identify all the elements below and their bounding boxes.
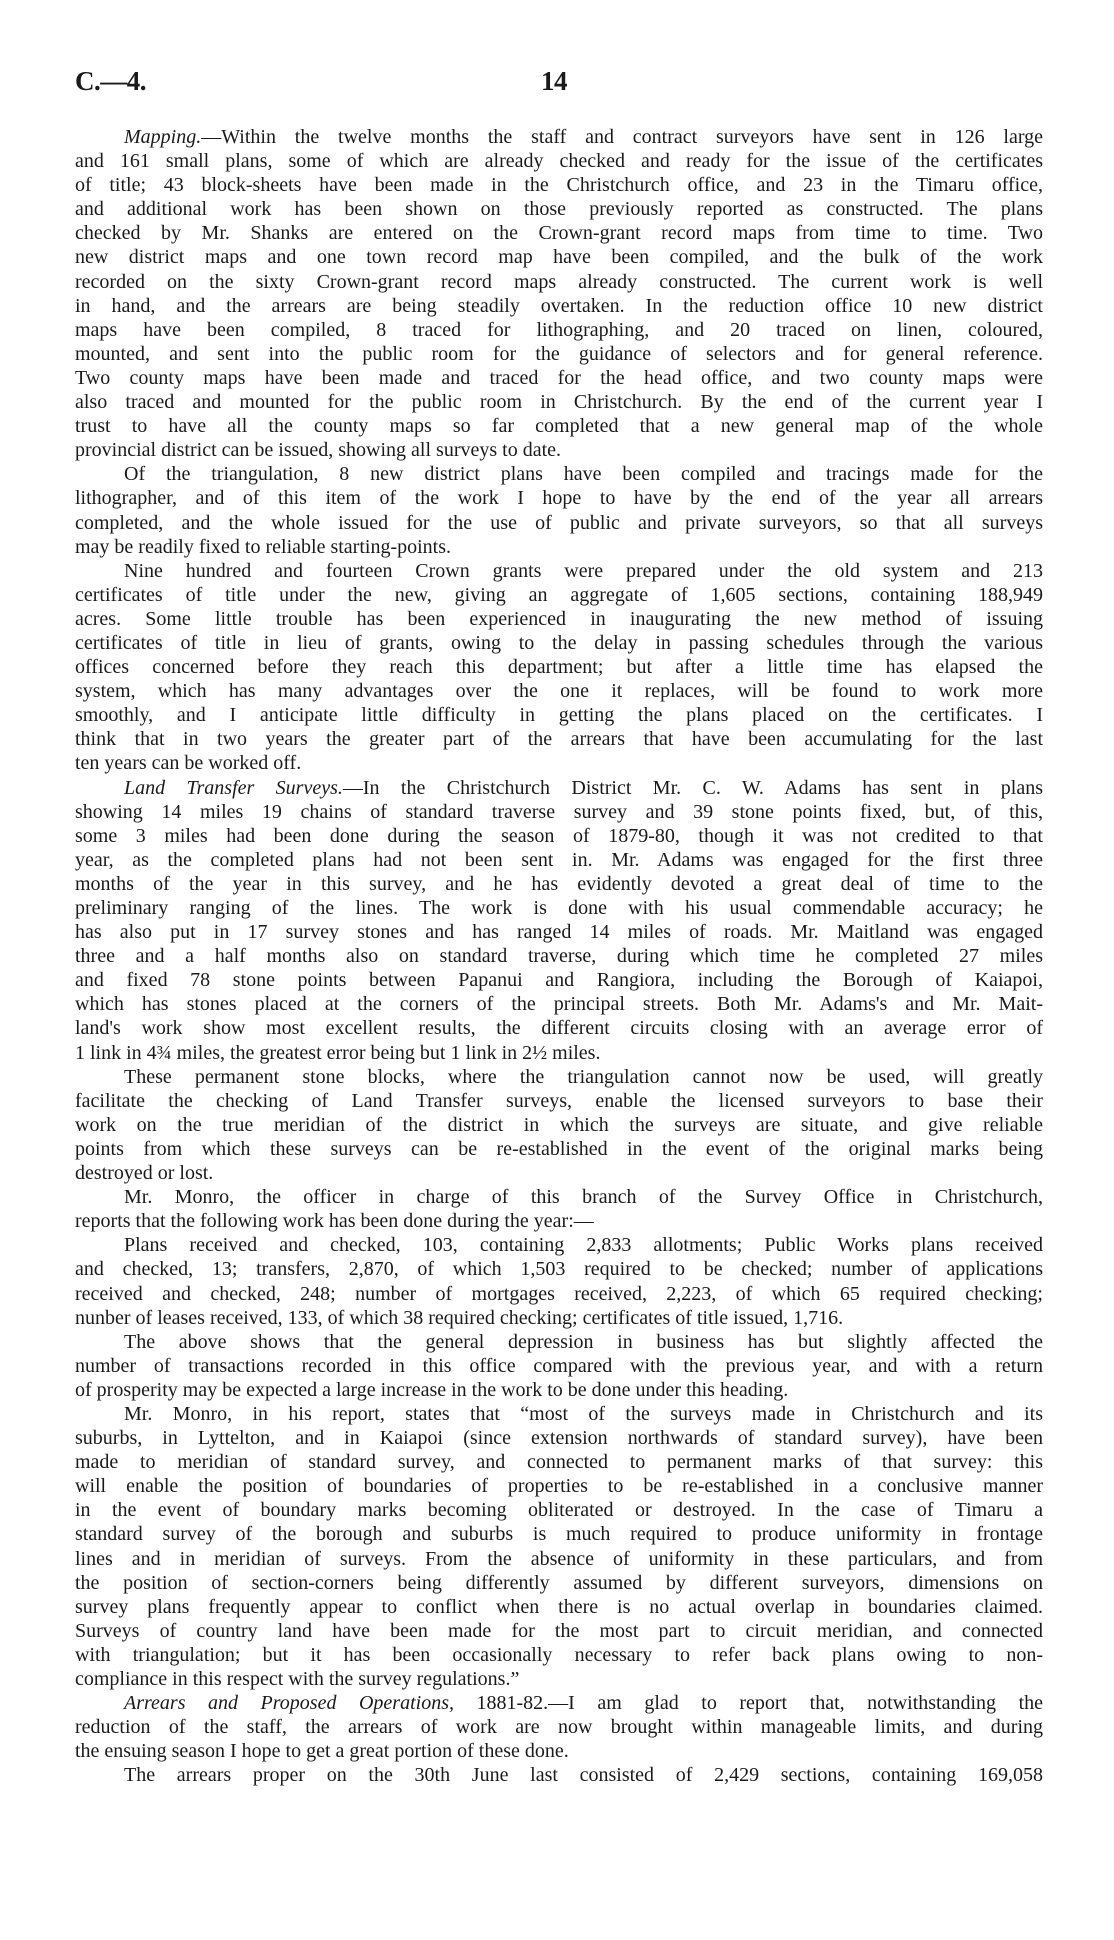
line-text: think that in two years the greater part of the arrears that have been accumulating for the last: [75, 728, 1043, 751]
text-line: [75, 1065, 1043, 1089]
line-text: compliance in this respect with the survey regulations.”: [75, 1668, 520, 1690]
paragraph: [75, 776, 1043, 1065]
paragraph: [75, 1691, 1043, 1763]
text-line: [75, 703, 1043, 727]
text-line: [75, 535, 1043, 559]
line-text: and 161 small plans, some of which are already checked and ready for the issue of the certificates: [75, 150, 1043, 173]
line-text: Two county maps have been made and traced for the head office, and two county maps were: [75, 366, 1043, 389]
text-line: [75, 1619, 1043, 1643]
line-text: The above shows that the general depression in business has but slightly affected the: [124, 1330, 1043, 1353]
text-line: [75, 751, 1043, 775]
text-line: [75, 342, 1043, 366]
line-text: may be readily fixed to reliable starting-points.: [75, 535, 451, 558]
text-line: [75, 366, 1043, 390]
line-text: three and a half months also on standard traverse, during which time he completed 27 miles: [75, 945, 1043, 968]
line-text: 1 link in 4¾ miles, the greatest error being but 1 link in 2½ miles.: [75, 1041, 601, 1064]
paragraph: [75, 125, 1043, 462]
text-line: [75, 294, 1043, 318]
line-text: certificates of title in lieu of grants, owing to the delay in passing schedules through the various: [75, 631, 1043, 654]
text-line: [75, 1330, 1043, 1354]
text-line: [75, 896, 1043, 920]
text-line: [75, 679, 1043, 703]
line-text: offices concerned before they reach this department; but after a little time has elapsed the: [75, 656, 1043, 679]
text-line: [75, 1257, 1043, 1281]
line-text: survey plans frequently appear to conflict when there is no actual overlap in boundaries claimed.: [75, 1595, 1043, 1618]
line-text: land's work show most excellent results, the different circuits closing with an average error of: [75, 1017, 1043, 1040]
text-line: [75, 631, 1043, 655]
text-line: [75, 1089, 1043, 1113]
line-text: work on the true meridian of the district in which the surveys are situate, and give reliable: [75, 1113, 1043, 1136]
line-text: destroyed or lost.: [75, 1162, 214, 1185]
line-text: lithographer, and of this item of the work I hope to have by the end of the year all arrears: [75, 487, 1043, 510]
text-line: [75, 149, 1043, 173]
text-line: [75, 486, 1043, 510]
line-text: preliminary ranging of the lines. The work is done with his usual commendable accuracy; he: [75, 897, 1043, 919]
text-line: [75, 221, 1043, 245]
line-text: and fixed 78 stone points between Papanui and Rangiora, including the Borough of Kaiapoi,: [75, 969, 1043, 992]
text-line: [75, 270, 1043, 294]
text-line: [75, 872, 1043, 896]
text-line: [75, 1715, 1043, 1739]
text-line: [75, 776, 1043, 800]
text-line: [75, 1643, 1043, 1667]
line-text: The arrears proper on the 30th June last consisted of 2,429 sections, containing 169,058: [124, 1764, 1043, 1787]
section-heading: Mapping.: [124, 126, 202, 148]
text-line: [75, 1209, 1043, 1233]
line-text: number of transactions recorded in this office compared with the previous year, and with a return: [75, 1354, 1043, 1377]
line-text: of title; 43 block-sheets have been made in the Christchurch office, and 23 in the Timaru office,: [75, 174, 1043, 197]
line-text: in the event of boundary marks becoming obliterated or destroyed. In the case of Timaru a: [75, 1499, 1043, 1522]
line-text: —Within the twelve months the staff and contract surveyors have sent in 126 large: [201, 126, 1043, 148]
line-text: Plans received and checked, 103, containing 2,833 allotments; Public Works plans received: [124, 1234, 1043, 1257]
line-text: points from which these surveys can be re-established in the event of the original marks being: [75, 1137, 1043, 1160]
line-text: system, which has many advantages over the one it replaces, will be found to work more: [75, 680, 1043, 703]
line-text: acres. Some little trouble has been experienced in inaugurating the new method of issuing: [75, 607, 1043, 630]
line-text: some 3 miles had been done during the season of 1879-80, though it was not credited to that: [75, 824, 1043, 847]
text-line: [75, 1402, 1043, 1426]
line-text: also traced and mounted for the public room in Christchurch. By the end of the current year I: [75, 391, 1043, 414]
line-text: months of the year in this survey, and he has evidently devoted a great deal of time to the: [75, 872, 1043, 895]
line-text: certificates of title under the new, giving an aggregate of 1,605 sections, containing 188,949: [75, 583, 1043, 606]
document-code: C.—4.: [75, 66, 146, 96]
line-text: Mr. Monro, in his report, states that “most of the surveys made in Christchurch and its: [124, 1402, 1043, 1425]
line-text: maps have been compiled, 8 traced for lithographing, and 20 traced on linen, coloured,: [75, 318, 1043, 341]
line-text: has also put in 17 survey stones and has ranged 14 miles of roads. Mr. Maitland was engaged: [75, 921, 1043, 944]
line-text: and checked, 13; transfers, 2,870, of which 1,503 required to be checked; number of applications: [75, 1258, 1043, 1281]
line-text: will enable the position of boundaries of properties to be re-established in a conclusive manner: [75, 1475, 1043, 1498]
text-line: [75, 1161, 1043, 1185]
text-line: [75, 173, 1043, 197]
line-text: new district maps and one town record map have been compiled, and the bulk of the work: [75, 246, 1043, 269]
page-number: 14: [541, 66, 567, 96]
text-line: [75, 125, 1043, 149]
text-line: [75, 727, 1043, 751]
text-line: [75, 1113, 1043, 1137]
text-line: [75, 824, 1043, 848]
text-line: [75, 1498, 1043, 1522]
text-line: [75, 1378, 1043, 1402]
line-text: which has stones placed at the corners of the principal streets. Both Mr. Adams's and Mr. Mait-: [75, 993, 1043, 1016]
line-text: and additional work has been shown on those previously reported as constructed. The plans: [75, 198, 1043, 221]
line-text: nunber of leases received, 133, of which 38 required checking; certificates of title issued, 1,716.: [75, 1306, 844, 1329]
line-text: mounted, and sent into the public room for the guidance of selectors and for general reference.: [75, 342, 1043, 365]
line-text: lines and in meridian of surveys. From the absence of uniformity in these particulars, and from: [75, 1547, 1043, 1570]
line-text: These permanent stone blocks, where the triangulation cannot now be used, will greatly: [124, 1065, 1043, 1088]
line-text: made to meridian of standard survey, and connected to permanent marks of that survey: this: [75, 1451, 1043, 1474]
text-line: [75, 1595, 1043, 1619]
text-line: [75, 245, 1043, 269]
text-line: [75, 583, 1043, 607]
line-text: in hand, and the arrears are being steadily overtaken. In the reduction office 10 new district: [75, 294, 1043, 317]
text-line: [75, 607, 1043, 631]
text-line: [75, 414, 1043, 438]
line-text: completed, and the whole issued for the use of public and private surveyors, so that all surveys: [75, 511, 1043, 534]
text-line: [75, 1233, 1043, 1257]
text-line: [75, 1691, 1043, 1715]
text-line: [75, 1763, 1043, 1787]
paragraph: [75, 559, 1043, 776]
text-line: [75, 992, 1043, 1016]
line-text: —In the Christchurch District Mr. C. W. Adams has sent in plans: [342, 776, 1043, 799]
text-line: [75, 1282, 1043, 1306]
line-text: year, as the completed plans had not been sent in. Mr. Adams was engaged for the first three: [75, 848, 1043, 871]
line-text: Surveys of country land have been made for the most part to circuit meridian, and connected: [75, 1619, 1043, 1642]
line-text: of prosperity may be expected a large increase in the work to be done under this heading.: [75, 1378, 789, 1401]
line-text: with triangulation; but it has been occasionally necessary to refer back plans owing to non-: [75, 1643, 1043, 1666]
text-line: [75, 944, 1043, 968]
text-line: [75, 318, 1043, 342]
section-heading: Arrears and Proposed Operations,: [124, 1692, 454, 1715]
line-text: checked by Mr. Shanks are entered on the Crown-grant record maps from time to time. Two: [75, 222, 1043, 245]
paragraph: [75, 1402, 1043, 1691]
line-text: received and checked, 248; number of mortgages received, 2,223, of which 65 required checking;: [75, 1282, 1043, 1305]
paragraph: [75, 1185, 1043, 1233]
text-line: [75, 1667, 1043, 1691]
text-line: [75, 390, 1043, 414]
text-line: [75, 655, 1043, 679]
text-line: [75, 1571, 1043, 1595]
line-text: the position of section-corners being differently assumed by different surveyors, dimensions on: [75, 1571, 1043, 1594]
text-line: [75, 1450, 1043, 1474]
text-line: [75, 1185, 1043, 1209]
line-text: Nine hundred and fourteen Crown grants were prepared under the old system and 213: [124, 559, 1043, 582]
text-line: [75, 800, 1043, 824]
text-line: [75, 1041, 1043, 1065]
text-line: [75, 1016, 1043, 1040]
text-line: [75, 1306, 1043, 1330]
text-line: [75, 197, 1043, 221]
paragraph: [75, 1065, 1043, 1185]
line-text: Of the triangulation, 8 new district plans have been compiled and tracings made for the: [124, 463, 1043, 486]
text-line: [75, 1137, 1043, 1161]
paragraph: [75, 1330, 1043, 1402]
text-line: [75, 559, 1043, 583]
line-text: reports that the following work has been done during the year:—: [75, 1210, 594, 1233]
text-line: [75, 1739, 1043, 1763]
line-text: standard survey of the borough and suburbs is much required to produce uniformity in frontage: [75, 1523, 1043, 1546]
line-text: smoothly, and I anticipate little difficulty in getting the plans placed on the certificates. I: [75, 704, 1043, 727]
text-line: [75, 920, 1043, 944]
line-text: facilitate the checking of Land Transfer surveys, enable the licensed surveyors to base their: [75, 1089, 1043, 1112]
line-text: recorded on the sixty Crown-grant record maps already constructed. The current work is well: [75, 270, 1043, 293]
line-text: provincial district can be issued, showing all surveys to date.: [75, 439, 562, 462]
line-text: ten years can be worked off.: [75, 752, 302, 775]
document-body: [75, 125, 1043, 1787]
line-text: reduction of the staff, the arrears of work are now brought within manageable limits, and during: [75, 1716, 1043, 1739]
text-line: [75, 1354, 1043, 1378]
paragraph: [75, 462, 1043, 558]
text-line: [75, 1426, 1043, 1450]
text-line: [75, 1522, 1043, 1546]
text-line: [75, 968, 1043, 992]
line-text: 1881-82.—I am glad to report that, notwithstanding the: [453, 1692, 1043, 1715]
text-line: [75, 1547, 1043, 1571]
line-text: showing 14 miles 19 chains of standard traverse survey and 39 stone points fixed, but, of this,: [75, 800, 1043, 823]
text-line: [75, 438, 1043, 462]
paragraph: [75, 1233, 1043, 1329]
line-text: Mr. Monro, the officer in charge of this branch of the Survey Office in Christchurch,: [124, 1186, 1043, 1209]
text-line: [75, 1474, 1043, 1498]
text-line: [75, 511, 1043, 535]
line-text: suburbs, in Lyttelton, and in Kaiapoi (since extension northwards of standard survey), have been: [75, 1427, 1043, 1450]
line-text: trust to have all the county maps so far completed that a new general map of the whole: [75, 415, 1043, 438]
paragraph: [75, 1763, 1043, 1787]
section-heading: Land Transfer Surveys.: [124, 776, 343, 799]
line-text: the ensuing season I hope to get a great portion of these done.: [75, 1740, 569, 1763]
text-line: [75, 848, 1043, 872]
text-line: [75, 462, 1043, 486]
